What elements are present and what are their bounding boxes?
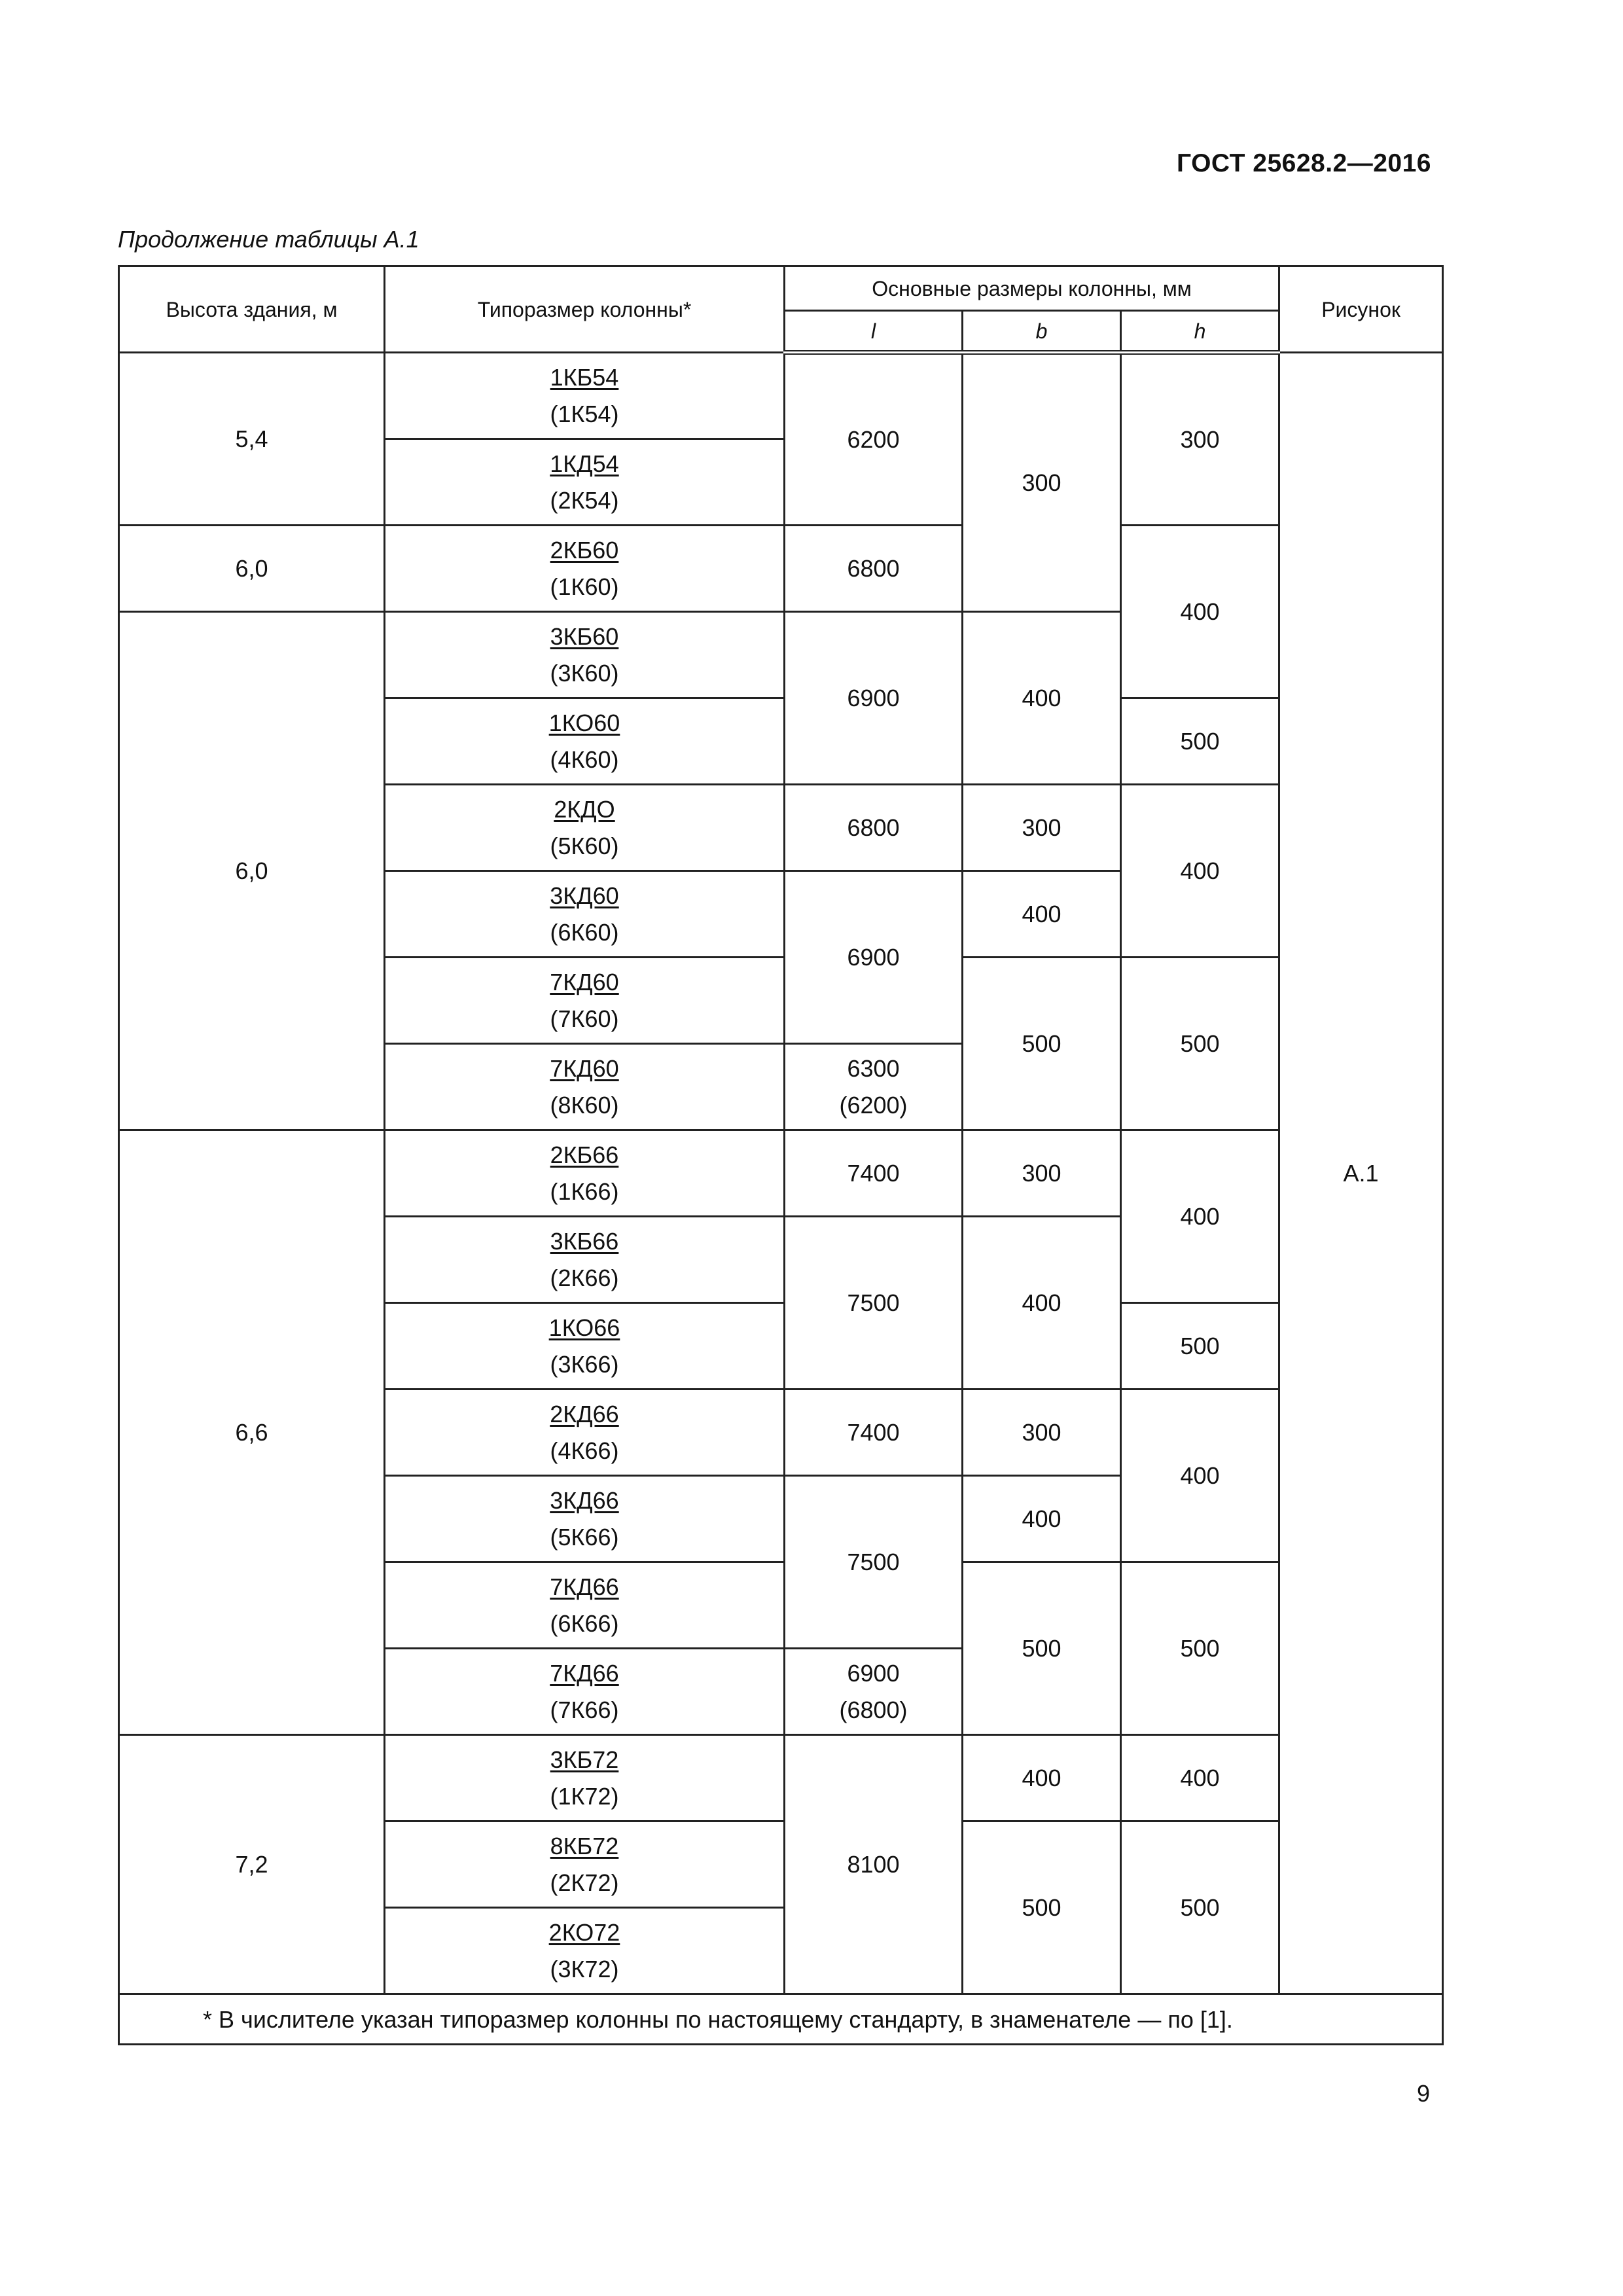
l-cell (785, 1649, 963, 1735)
height-cell: 7,2 (119, 1735, 385, 1994)
type-cell (385, 439, 785, 526)
b-cell: 400 (963, 1735, 1121, 1821)
table-footnote: * В числителе указан типоразмер колонны по настоящему стандарту, в знаменателе — по [1]. (119, 1994, 1443, 2045)
type-cell (385, 1303, 785, 1390)
l-value-alt: (6200) (839, 1091, 908, 1119)
type-alt: (6К60) (550, 918, 619, 946)
type-main: 1КО60 (548, 709, 620, 736)
h-cell: 500 (1121, 698, 1279, 785)
type-cell (385, 698, 785, 785)
type-alt: (2К54) (550, 486, 619, 514)
type-main: 3КД60 (550, 882, 619, 909)
l-cell: 6900 (785, 871, 963, 1044)
document-code: ГОСТ 25628.2—2016 (1176, 149, 1431, 177)
height-cell: 6,6 (119, 1130, 385, 1735)
b-cell: 400 (963, 1476, 1121, 1562)
type-alt: (3К60) (550, 659, 619, 687)
type-main: 3КД66 (550, 1486, 619, 1514)
b-cell: 500 (963, 1821, 1121, 1994)
type-alt: (2К72) (550, 1869, 619, 1896)
type-cell (385, 958, 785, 1044)
l-value-alt: (6800) (839, 1696, 908, 1723)
b-cell: 400 (963, 612, 1121, 785)
table-caption: Продолжение таблицы А.1 (118, 226, 419, 253)
header-column-type: Типоразмер колонны* (385, 266, 785, 353)
column-sizes-table (118, 265, 1444, 2045)
header-l: l (785, 311, 963, 353)
l-cell: 6800 (785, 526, 963, 612)
b-cell: 500 (963, 958, 1121, 1130)
h-cell: 500 (1121, 1562, 1279, 1735)
page-number: 9 (1416, 2080, 1430, 2107)
h-cell: 400 (1121, 526, 1279, 698)
l-cell: 7400 (785, 1390, 963, 1476)
type-alt: (4К66) (550, 1437, 619, 1464)
h-cell: 400 (1121, 1735, 1279, 1821)
type-alt: (6К66) (550, 1609, 619, 1637)
type-main: 2КБ66 (550, 1141, 619, 1168)
type-main: 1КО66 (548, 1314, 620, 1341)
header-b: b (963, 311, 1121, 353)
l-cell: 7500 (785, 1476, 963, 1649)
type-alt: (5К66) (550, 1523, 619, 1551)
type-main: 7КД60 (550, 968, 619, 996)
type-main: 8КБ72 (550, 1832, 619, 1859)
type-cell (385, 1044, 785, 1130)
type-cell (385, 612, 785, 698)
type-cell (385, 1217, 785, 1303)
type-alt: (1К66) (550, 1177, 619, 1205)
type-alt: (5К60) (550, 832, 619, 859)
type-main: 7КД60 (550, 1054, 619, 1082)
type-alt: (1К60) (550, 573, 619, 600)
type-main: 1КБ54 (550, 363, 619, 391)
type-alt: (3К72) (550, 1955, 619, 1982)
type-alt: (8К60) (550, 1091, 619, 1119)
l-cell: 6900 (785, 612, 963, 785)
b-cell: 300 (963, 353, 1121, 612)
type-cell (385, 1908, 785, 1994)
header-figure: Рисунок (1279, 266, 1443, 353)
type-alt: (7К66) (550, 1696, 619, 1723)
type-main: 7КД66 (550, 1659, 619, 1687)
b-cell: 300 (963, 1130, 1121, 1217)
type-alt: (1К54) (550, 400, 619, 427)
l-value: 6900 (847, 1659, 900, 1687)
type-alt: (7К60) (550, 1005, 619, 1032)
type-main: 7КД66 (550, 1573, 619, 1600)
type-main: 2КД66 (550, 1400, 619, 1427)
type-cell (385, 1476, 785, 1562)
type-cell (385, 353, 785, 439)
l-cell: 6200 (785, 353, 963, 526)
type-main: 2КБ60 (550, 536, 619, 564)
type-alt: (2К66) (550, 1264, 619, 1291)
h-cell: 400 (1121, 785, 1279, 958)
type-cell (385, 1390, 785, 1476)
l-cell: 6800 (785, 785, 963, 871)
b-cell: 400 (963, 871, 1121, 958)
h-cell: 300 (1121, 353, 1279, 526)
h-cell: 400 (1121, 1130, 1279, 1303)
type-main: 2КДО (554, 795, 615, 823)
b-cell: 500 (963, 1562, 1121, 1735)
b-cell: 400 (963, 1217, 1121, 1390)
l-cell: 7400 (785, 1130, 963, 1217)
header-building-height: Высота здания, м (119, 266, 385, 353)
type-main: 3КБ60 (550, 622, 619, 650)
type-cell (385, 785, 785, 871)
l-value: 6300 (847, 1054, 900, 1082)
type-cell (385, 526, 785, 612)
type-alt: (4К60) (550, 745, 619, 773)
type-cell (385, 1649, 785, 1735)
type-alt: (3К66) (550, 1350, 619, 1378)
type-alt: (1К72) (550, 1782, 619, 1810)
b-cell: 300 (963, 785, 1121, 871)
b-cell: 300 (963, 1390, 1121, 1476)
l-cell: 8100 (785, 1735, 963, 1994)
type-main: 2КО72 (548, 1918, 620, 1946)
header-main-dimensions: Основные размеры колонны, мм (785, 266, 1279, 311)
type-cell (385, 1821, 785, 1908)
type-main: 3КБ72 (550, 1746, 619, 1773)
h-cell: 400 (1121, 1390, 1279, 1562)
type-cell (385, 1735, 785, 1821)
type-cell (385, 871, 785, 958)
h-cell: 500 (1121, 1821, 1279, 1994)
type-main: 3КБ66 (550, 1227, 619, 1255)
header-h: h (1121, 311, 1279, 353)
height-cell: 6,0 (119, 612, 385, 1130)
l-cell (785, 1044, 963, 1130)
height-cell: 6,0 (119, 526, 385, 612)
h-cell: 500 (1121, 958, 1279, 1130)
l-cell: 7500 (785, 1217, 963, 1390)
type-main: 1КД54 (550, 450, 619, 477)
type-cell (385, 1562, 785, 1649)
h-cell: 500 (1121, 1303, 1279, 1390)
figure-cell: А.1 (1279, 353, 1443, 1994)
height-cell: 5,4 (119, 353, 385, 526)
type-cell (385, 1130, 785, 1217)
